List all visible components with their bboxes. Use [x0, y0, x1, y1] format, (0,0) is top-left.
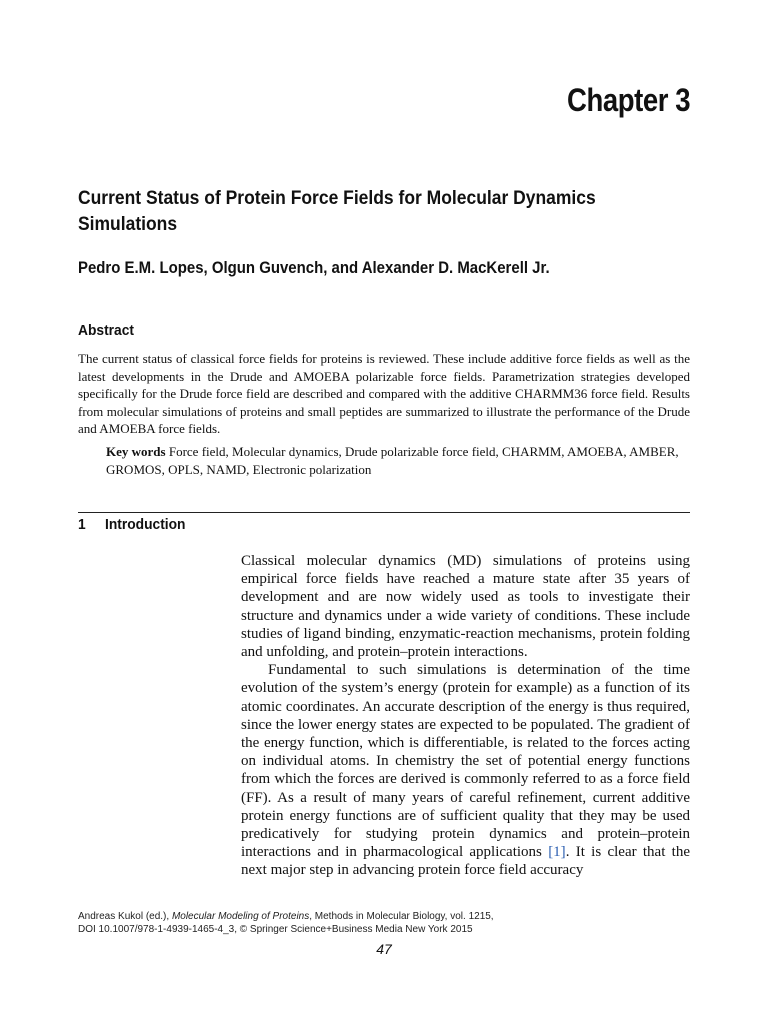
paragraph [241, 661, 690, 879]
article-title: Current Status of Protein Force Fields for Molecular Dynamics Simulations [78, 188, 596, 235]
keywords-block [106, 443, 690, 478]
chapter-label: Chapter 3 [566, 82, 690, 118]
paragraph-text: Fundamental to such simulations is determination of the time evolution of the system’s energy (protein for example) as a function of its atomic coordinates. An accurate description of the energy is thus required, since the lower energy states are expected to be populated. The gradient of the energy function, which is differentiable, is related to the forces acting on individual atoms. In chemistry the set of potential energy functions from which the forces are derived is commonly referred to as a force field (FF). As a result of many years of careful refinement, current additive protein energy functions are of sufficient quality that they may be used predicatively for studying protein dynamics and protein–protein interactions and in pharmacological applications [241, 662, 690, 861]
abstract-heading: Abstract [78, 322, 134, 339]
citation-link[interactable]: [1] [548, 844, 566, 861]
paragraph: Classical molecular dynamics (MD) simulations of proteins using empirical force fields have reached a mature state after 35 years of development and are now widely used as tools to investigate their structure and dynamics under a wide variety of conditions. These include studies of ligand binding, enzymatic-reaction mechanisms, protein folding and unfolding, and protein–protein interactions. [241, 553, 690, 661]
footer-editor: Andreas Kukol (ed.), [78, 911, 172, 922]
abstract-text: The current status of classical force fields for proteins is reviewed. These include additive force fields as well as the latest developments in the Drude and AMOEBA polarizable force fields. Parametrization strategies developed specifically for the Drude force field are described and compared with the additive CHARMM36 force field. Results from molecular simulations of proteins and small peptides are summarized to illustrate the performance of the Drude and AMOEBA force fields. [78, 351, 690, 436]
footer-book-title: Molecular Modeling of Proteins [171, 911, 310, 922]
keywords-text: Force field, Molecular dynamics, Drude polarizable force field, CHARMM, AMOEBA, AMBER, GROMOS, OPLS, NAMD, Electronic polarization [106, 444, 679, 477]
section-title: Introduction [105, 516, 186, 533]
section-number: 1 [78, 516, 86, 533]
section-divider [78, 512, 690, 513]
page-number: 47 [376, 941, 392, 957]
introduction-body [241, 552, 690, 880]
keywords-label: Key words [106, 444, 166, 459]
publication-footer [78, 910, 690, 936]
author-list: Pedro E.M. Lopes, Olgun Guvench, and Alexander D. MacKerell Jr. [78, 258, 550, 277]
citation-line [78, 910, 690, 923]
paragraph-text: . It is clear that the next major step in advancing protein force field accuracy [241, 844, 690, 879]
footer-series: , Methods in Molecular Biology, vol. 1215, [309, 911, 494, 922]
footer-doi: DOI 10.1007/978-1-4939-1465-4_3, © Springer Science+Business Media New York 2015 [78, 924, 473, 935]
